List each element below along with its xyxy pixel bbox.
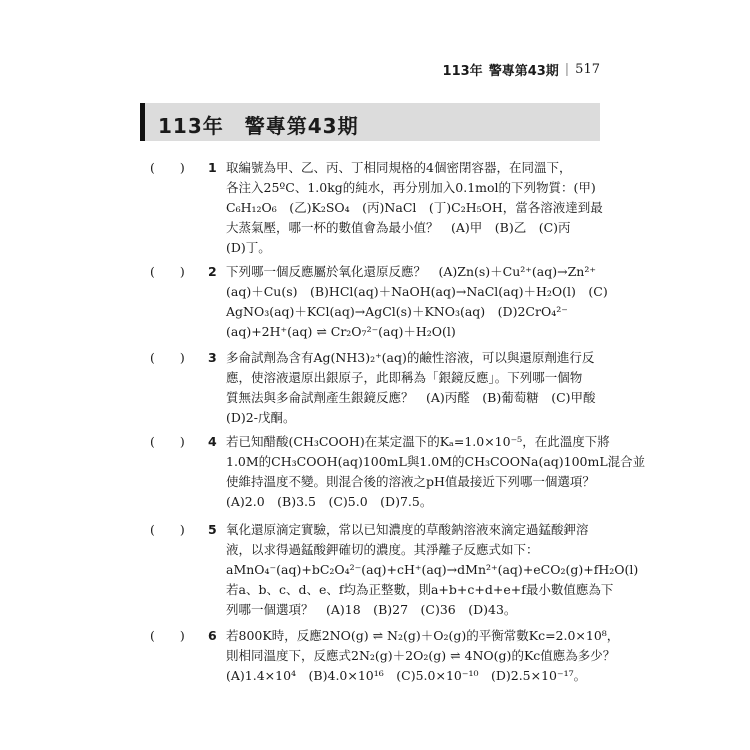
question-line: aMnO₄⁻(aq)+bC₂O₄²⁻(aq)+cH⁺(aq)→dMn²⁺(aq)+eCO₂(g)+fH₂O(l): [226, 562, 639, 577]
question-line: 1.0M的CH₃COOH(aq)100mL與1.0M的CH₃COONa(aq)100mL混合並: [226, 454, 646, 469]
question-6: [150, 626, 620, 686]
question-body: [226, 626, 620, 686]
question-4: [150, 432, 646, 512]
answer-blank: ( ): [150, 160, 185, 175]
question-number: 1: [208, 160, 217, 175]
question-line: 若已知醋酸(CH₃COOH)在某定溫下的Kₐ=1.0×10⁻⁵，在此溫度下將: [226, 434, 610, 449]
question-number: 3: [208, 350, 217, 365]
question-line: 下列哪一個反應屬於氧化還原反應？ (A)Zn(s)＋Cu²⁺(aq)→Zn²⁺: [226, 264, 596, 279]
question-line: (aq)＋Cu(s) (B)HCl(aq)＋NaOH(aq)→NaCl(aq)＋H₂O(l) (C): [226, 284, 608, 299]
header-year: 113年: [442, 64, 483, 79]
question-3: [150, 348, 596, 428]
answer-blank: ( ): [150, 264, 185, 279]
page-header: [443, 60, 600, 79]
header-separator: |: [564, 62, 570, 77]
question-line: 應，使溶液還原出銀原子，此即稱為「銀鏡反應」。下列哪一個物: [226, 370, 583, 385]
question-number: 2: [208, 264, 217, 279]
question-line: 液，以求得過錳酸鉀確切的濃度。其淨離子反應式如下：: [226, 542, 539, 557]
question-line: 取編號為甲、乙、丙、丁相同規格的4個密閉容器，在同溫下，: [226, 160, 572, 175]
header-series: 警專第43期: [488, 64, 559, 79]
question-1: [150, 158, 603, 258]
question-body: [226, 158, 603, 258]
answer-blank: ( ): [150, 628, 185, 643]
question-line: 質無法與多侖試劑產生銀鏡反應？ (A)丙醛 (B)葡萄糖 (C)甲酸: [226, 390, 596, 405]
question-line: 各注入25ºC、1.0kg的純水，再分別加入0.1mol的下列物質：(甲): [226, 180, 596, 195]
question-line: 則相同溫度下，反應式2N₂(g)＋2O₂(g) ⇌ 4NO(g)的Kc值應為多少？: [226, 648, 616, 663]
question-line: 列哪一個選項？ (A)18 (B)27 (C)36 (D)43。: [226, 602, 517, 617]
question-number: 6: [208, 628, 217, 643]
page-number: 517: [575, 62, 600, 77]
question-line: (D)丁。: [226, 240, 271, 255]
question-number: 5: [208, 522, 217, 537]
question-body: [226, 520, 639, 620]
question-body: [226, 348, 596, 428]
question-line: 多侖試劑為含有Ag(NH3)₂⁺(aq)的鹼性溶液，可以與還原劑進行反: [226, 350, 595, 365]
section-title: 113年 警專第43期: [158, 114, 359, 138]
question-line: 使維持溫度不變。則混合後的溶液之pH值最接近下列哪一個選項？: [226, 474, 595, 489]
question-body: [226, 432, 646, 512]
question-line: C₆H₁₂O₆ (乙)K₂SO₄ (丙)NaCl (丁)C₂H₅OH，當各溶液達到最: [226, 200, 603, 215]
answer-blank: ( ): [150, 434, 185, 449]
answer-blank: ( ): [150, 522, 185, 537]
section-banner-bar: [140, 103, 145, 141]
question-line: 若a、b、c、d、e、f均為正整數，則a+b+c+d+e+f最小數值應為下: [226, 582, 614, 597]
question-body: [226, 262, 608, 342]
question-line: (A)2.0 (B)3.5 (C)5.0 (D)7.5。: [226, 494, 433, 509]
question-line: (D)2-戊酮。: [226, 410, 296, 425]
question-line: (aq)+2H⁺(aq) ⇌ Cr₂O₇²⁻(aq)＋H₂O(l): [226, 324, 456, 339]
question-line: (A)1.4×10⁴ (B)4.0×10¹⁶ (C)5.0×10⁻¹⁰ (D)2.5×10⁻¹⁷。: [226, 668, 587, 683]
question-2: [150, 262, 608, 342]
question-line: AgNO₃(aq)＋KCl(aq)→AgCl(s)＋KNO₃(aq) (D)2CrO₄²⁻: [226, 304, 568, 319]
question-line: 大蒸氣壓，哪一杯的數值會為最小值？ (A)甲 (B)乙 (C)丙: [226, 220, 571, 235]
question-number: 4: [208, 434, 217, 449]
answer-blank: ( ): [150, 350, 185, 365]
question-5: [150, 520, 639, 620]
question-line: 若800K時，反應2NO(g) ⇌ N₂(g)＋O₂(g)的平衡常數Kc=2.0×10⁸，: [226, 628, 620, 643]
question-line: 氧化還原滴定實驗，常以已知濃度的草酸鈉溶液來滴定過錳酸鉀溶: [226, 522, 589, 537]
